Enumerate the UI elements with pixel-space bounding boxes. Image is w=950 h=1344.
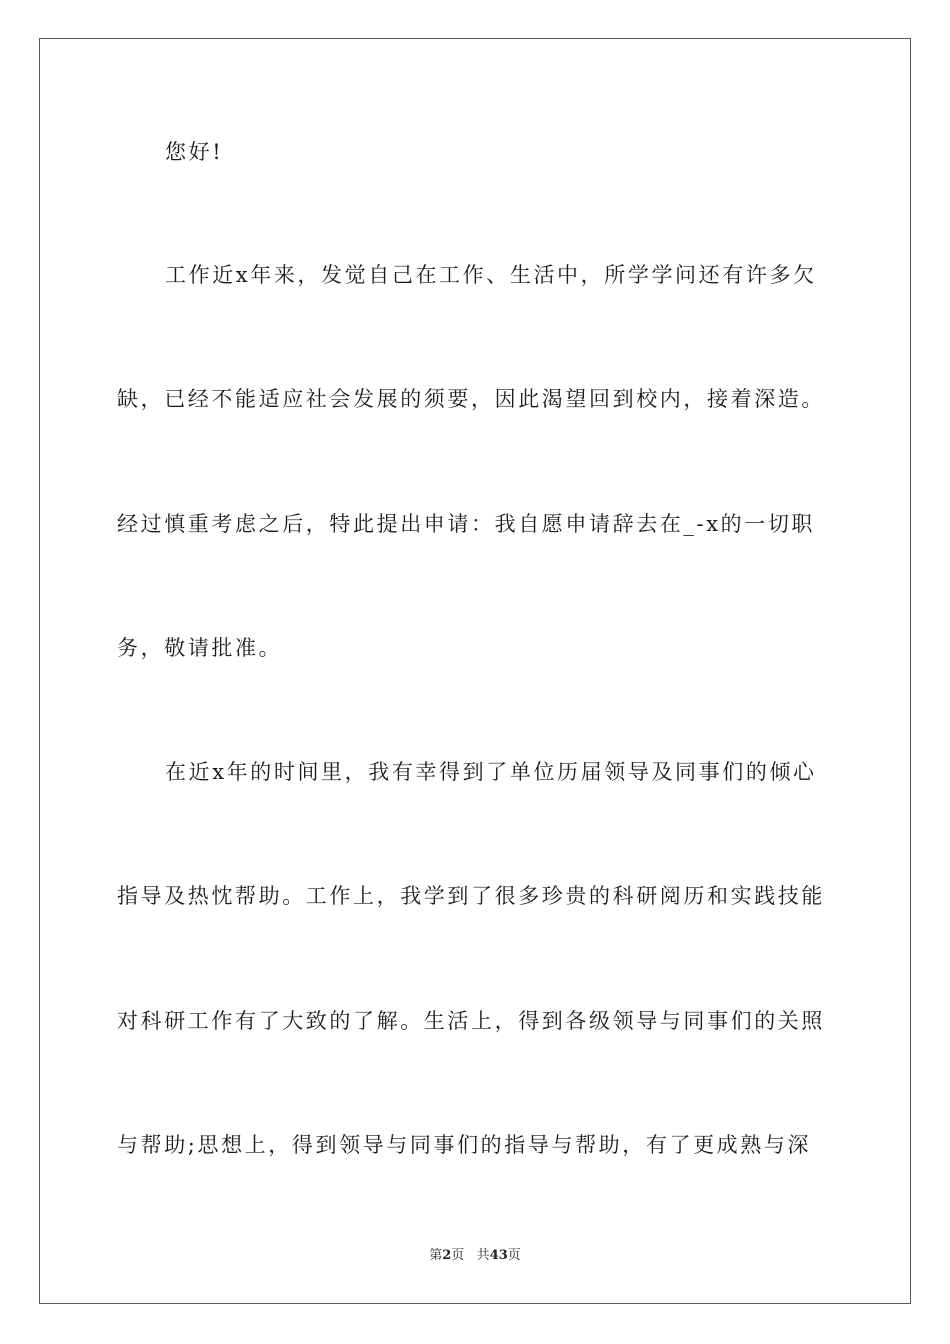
paragraph-line: 对科研工作有了大致的了解。生活上，得到各级领导与同事们的关照 xyxy=(117,1009,825,1033)
total-prefix: 共 xyxy=(476,1248,490,1263)
page-number: 2 xyxy=(442,1248,452,1263)
total-pages: 43 xyxy=(489,1248,508,1263)
paragraph-line: 工作近x年来，发觉自己在工作、生活中，所学学问还有许多欠 xyxy=(165,263,817,287)
paragraph-line: 缺，已经不能适应社会发展的须要，因此渴望回到校内，接着深造。 xyxy=(117,387,825,411)
page-suffix: 页 xyxy=(451,1248,465,1263)
page-border xyxy=(39,38,911,1304)
paragraph-line: 指导及热忱帮助。工作上，我学到了很多珍贵的科研阅历和实践技能 xyxy=(117,884,825,908)
paragraph-line: 经过慎重考虑之后，特此提出申请：我自愿申请辞去在_-x的一切职 xyxy=(117,512,816,536)
paragraph-line: 与帮助;思想上，得到领导与同事们的指导与帮助，有了更成熟与深 xyxy=(117,1133,812,1157)
page-footer xyxy=(0,1246,950,1266)
greeting-line: 您好! xyxy=(165,140,224,164)
page-prefix: 第 xyxy=(429,1248,443,1263)
paragraph-line: 务，敬请批准。 xyxy=(117,636,283,660)
total-suffix: 页 xyxy=(507,1248,521,1263)
paragraph-line: 在近x年的时间里，我有幸得到了单位历届领导及同事们的倾心 xyxy=(165,760,817,784)
